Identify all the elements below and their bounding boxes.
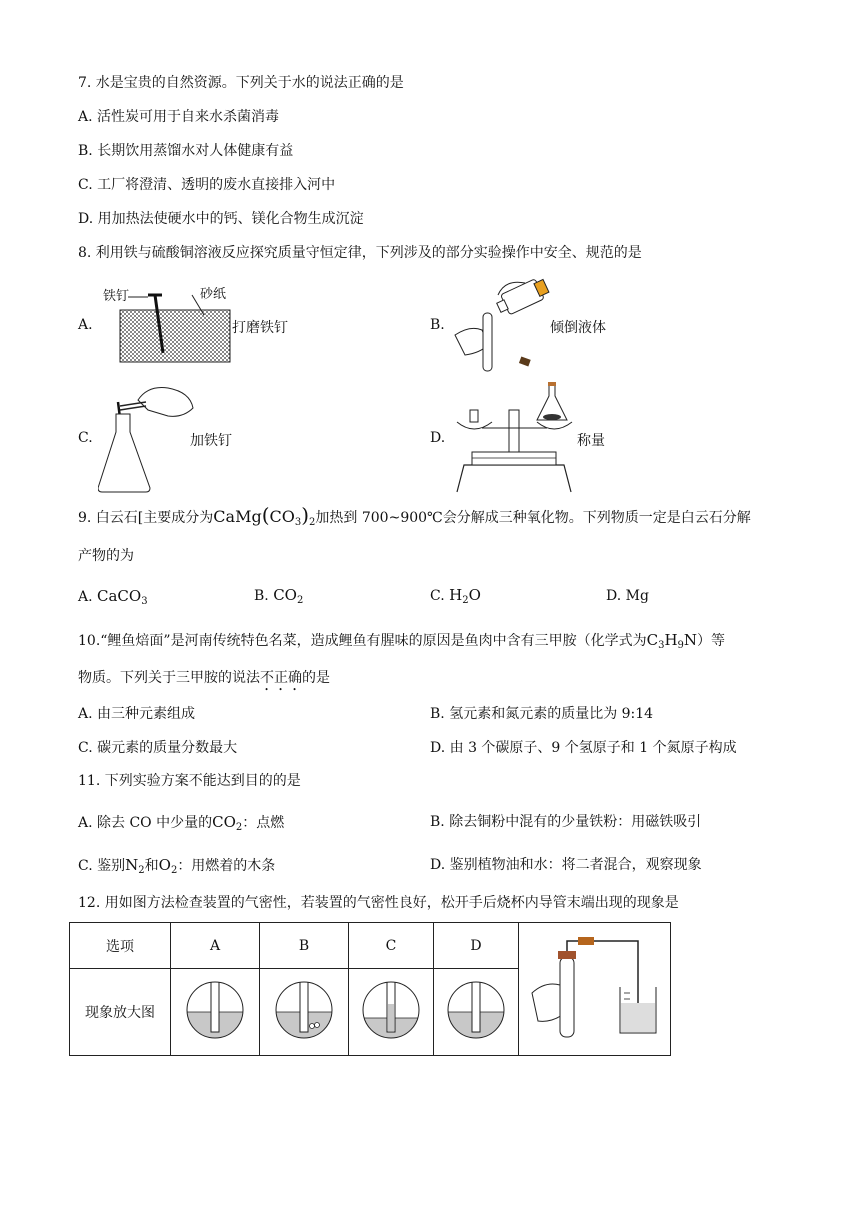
q9-stem-part1: 9. 白云石[主要成分为 — [78, 510, 214, 526]
q10-stem-part1: 10.“鲤鱼焙面”是河南传统特色名菜，造成鲤鱼有腥味的原因是鱼肉中含有三甲胺（化学式为 — [78, 633, 647, 649]
sandpaper-nail-figure — [100, 285, 235, 365]
q9-option-a — [78, 586, 148, 612]
q9-option-c-h: H — [449, 586, 463, 604]
q12-row-label: 现象放大图 — [70, 969, 171, 1056]
q11-option-a-sub: 2 — [235, 822, 243, 833]
q12-col-b: B — [260, 923, 349, 969]
q11-option-a-before: A. 除去 CO 中少量的 — [78, 815, 213, 831]
q11-option-c-o: O — [158, 856, 171, 874]
q9-stem — [78, 505, 751, 533]
q10-line2-before: 物质。下列关于三甲胺的说法 — [78, 670, 260, 686]
q12-options-table — [69, 922, 671, 1056]
q9-option-c-sub: 2 — [462, 595, 469, 606]
q9-stem-part2: 加热到 700~900℃会分解成三种氧化物。下列物质一定是白云石分解 — [315, 510, 751, 526]
phenomenon-d-icon — [442, 976, 510, 1044]
q11-option-c-n: N — [125, 856, 139, 874]
q12-col-d: D — [434, 923, 519, 969]
q8-a-nail-label: 铁钉 — [103, 289, 130, 304]
q10-option-d: D. 由 3 个碳原子、9 个氢原子和 1 个氮原子构成 — [430, 740, 737, 756]
q8-b-letter: B. — [430, 317, 445, 333]
q11-option-a — [78, 812, 284, 838]
q12-stem: 12. 用如图方法检查装置的气密性，若装置的气密性良好，松开手后烧杯内导管末端出现的现象是 — [78, 895, 679, 911]
q9-option-a-letter: A. — [78, 589, 93, 605]
q8-d-caption: 称量 — [577, 433, 605, 449]
q10-formula-h: H — [664, 631, 678, 649]
q12-header-label: 选项 — [70, 923, 171, 969]
q9-option-a-formula: CaCO — [97, 587, 142, 605]
q9-formula-sub3: 3 — [294, 517, 302, 528]
q12-col-c: C — [349, 923, 434, 969]
phenomenon-c-icon — [357, 976, 425, 1044]
q11-option-c — [78, 855, 275, 881]
q9-stem-line2: 产物的为 — [78, 548, 134, 564]
q10-line2-after: 的是 — [302, 670, 330, 686]
q7-option-a: A. 活性炭可用于自来水杀菌消毒 — [78, 109, 280, 125]
q11-option-c-after: ：用燃着的木条 — [177, 858, 276, 874]
q9-formula-group: CO — [269, 507, 295, 526]
q12-figure-a — [171, 969, 260, 1056]
q10-option-c: C. 碳元素的质量分数最大 — [78, 740, 238, 756]
q12-apparatus-cell — [519, 923, 671, 1056]
q8-a-paper-label: 砂纸 — [200, 287, 227, 302]
q10-stem-part2: ）等 — [697, 633, 726, 649]
q9-formula: $CaMg(CO_3)_2$ — [213, 503, 316, 528]
q9-formula-sub2: 2 — [309, 517, 316, 528]
phenomenon-a-icon — [181, 976, 249, 1044]
phenomenon-b-icon — [270, 976, 338, 1044]
q10-formula-sub3: 3 — [658, 640, 665, 651]
q9-option-c — [430, 586, 481, 606]
q7-option-b: B. 长期饮用蒸馏水对人体健康有益 — [78, 143, 294, 159]
q11-option-c-before: C. 鉴别 — [78, 858, 126, 874]
q10-stem — [78, 630, 725, 656]
q8-a-caption: 打磨铁钉 — [232, 320, 288, 336]
q9-option-c-o: O — [468, 586, 481, 604]
q7-stem: 7. 水是宝贵的自然资源。下列关于水的说法正确的是 — [78, 75, 404, 91]
q12-col-a: A — [171, 923, 260, 969]
q12-figure-b — [260, 969, 349, 1056]
q11-option-c-nsub: 2 — [138, 865, 145, 876]
q8-a-letter: A. — [78, 317, 93, 333]
q10-formula-c: C — [646, 631, 659, 649]
q9-option-b-formula: CO — [273, 586, 297, 604]
q8-d-letter: D. — [430, 430, 446, 446]
q7-option-d: D. 用加热法使硬水中的钙、镁化合物生成沉淀 — [78, 211, 364, 227]
q8-c-letter: C. — [78, 430, 93, 446]
balance-weighing-figure — [452, 380, 577, 495]
q7-option-c: C. 工厂将澄清、透明的废水直接排入河中 — [78, 177, 336, 193]
q11-stem: 11. 下列实验方案不能达到目的的是 — [78, 773, 301, 789]
q9-option-b — [254, 586, 303, 606]
q10-stem-line2 — [78, 668, 330, 694]
q8-stem: 8. 利用铁与硫酸铜溶液反应探究质量守恒定律，下列涉及的部分实验操作中安全、规范的是 — [78, 245, 642, 261]
q11-option-a-after: ：点燃 — [242, 815, 285, 831]
q9-formula-main: CaMg — [213, 507, 262, 526]
q12-figure-d — [434, 969, 519, 1056]
airtightness-apparatus-figure — [520, 923, 670, 1051]
q10-option-b: B. 氢元素和氮元素的质量比为 9:14 — [430, 706, 654, 722]
q10-formula — [647, 631, 697, 649]
q11-option-c-mid: 和 — [144, 858, 159, 874]
q9-option-b-sub: 2 — [296, 595, 304, 606]
q11-option-a-formula: CO — [212, 813, 236, 831]
q11-option-c-osub: 2 — [170, 865, 178, 876]
q10-emphasis-text: 不正确 — [260, 670, 302, 686]
q10-formula-n: N — [683, 631, 698, 649]
q9-option-d: D. Mg — [606, 588, 649, 604]
q11-option-b: B. 除去铜粉中混有的少量铁粉：用磁铁吸引 — [430, 814, 702, 830]
q12-figure-c — [349, 969, 434, 1056]
q10-option-a: A. 由三种元素组成 — [78, 706, 196, 722]
q11-option-d: D. 鉴别植物油和水：将二者混合，观察现象 — [430, 857, 702, 873]
q9-option-b-letter: B. — [254, 588, 269, 604]
q9-option-a-sub: 3 — [141, 596, 148, 607]
q8-b-caption: 倾倒液体 — [550, 320, 606, 336]
q9-option-c-letter: C. — [430, 588, 445, 604]
add-nail-flask-figure — [98, 380, 198, 495]
q10-formula-sub9: 9 — [677, 640, 684, 651]
q8-c-caption: 加铁钉 — [190, 433, 232, 449]
pour-liquid-figure — [450, 275, 560, 375]
